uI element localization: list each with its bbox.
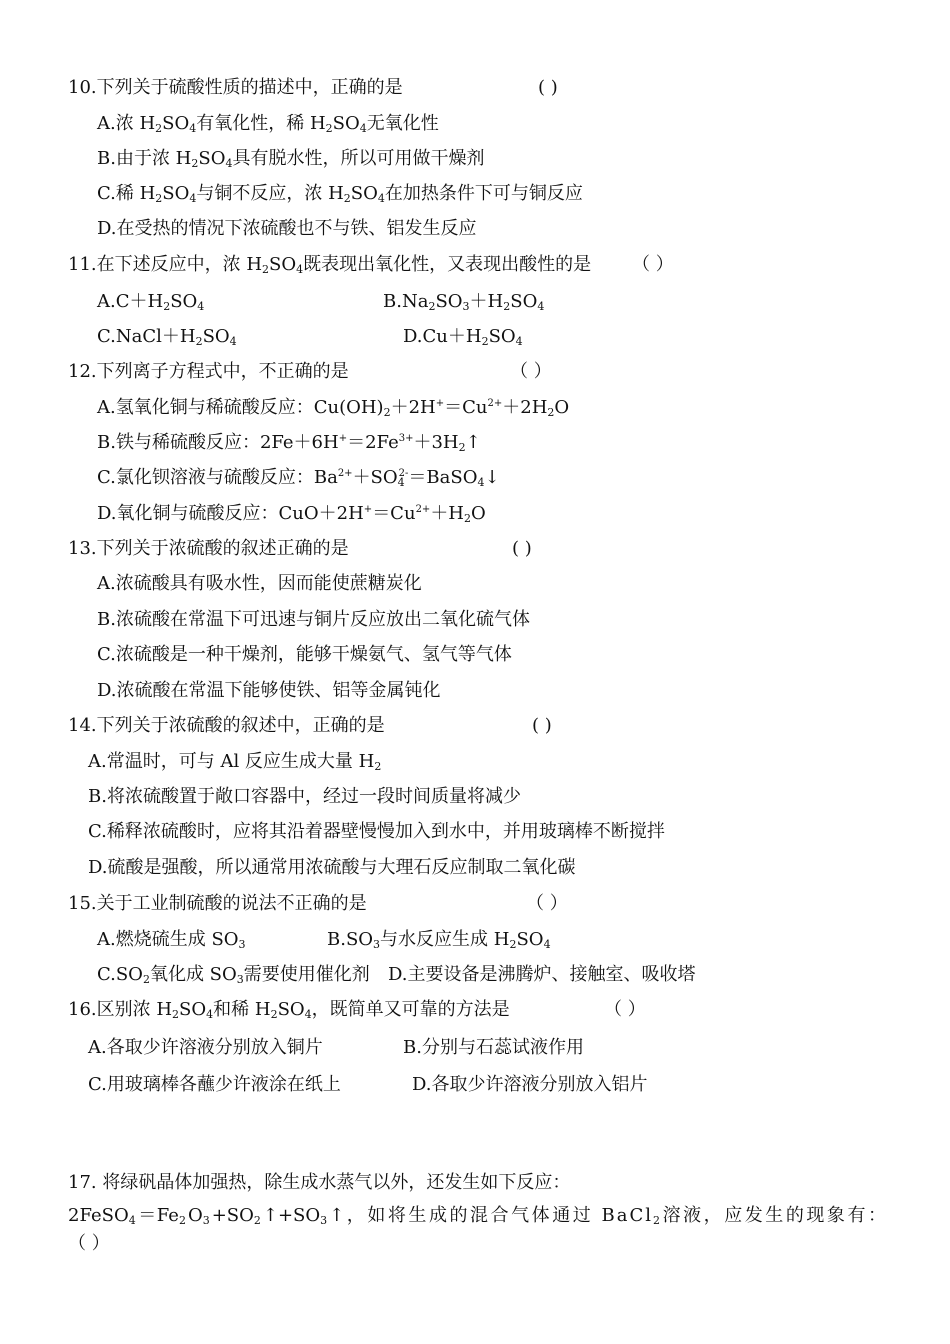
q14-option-a: A.常温时，可与 Al 反应生成大量 $H_2$: [88, 751, 382, 773]
q16-option-b: B.分别与石蕊试液作用: [403, 1037, 584, 1058]
q16-stem: 16.区别浓 $H_2SO_4$和稀 $H_2SO_4$，既简单又可靠的方法是: [68, 999, 510, 1021]
q13-option-b: B.浓硫酸在常温下可迅速与铜片反应放出二氧化硫气体: [97, 609, 530, 630]
q15-stem: 15.关于工业制硫酸的说法不正确的是: [68, 893, 367, 914]
q16-option-c: C.用玻璃棒各蘸少许液涂在纸上: [88, 1074, 341, 1095]
q14-option-d: D.硫酸是强酸，所以通常用浓硫酸与大理石反应制取二氧化碳: [88, 857, 576, 878]
q14-stem: 14.下列关于浓硫酸的叙述中，正确的是: [68, 715, 385, 736]
q17-answer-paren: （ ）: [68, 1233, 110, 1254]
q15-option-d: D.主要设备是沸腾炉、接触室、吸收塔: [388, 964, 696, 985]
q10-option-b: B.由于浓 $H_2SO_4$具有脱水性，所以可用做干燥剂: [97, 148, 485, 170]
q16-answer-paren: （ ）: [604, 999, 646, 1020]
q11-option-d: $D.Cu+H_2SO_4$: [403, 326, 523, 348]
q13-option-d: D.浓硫酸在常温下能够使铁、铝等金属钝化: [97, 680, 441, 701]
q11-option-c: $C.NaCl+H_2SO_4$: [97, 326, 237, 348]
q10-option-a: A.浓 $H_2SO_4$有氧化性，稀 $H_2SO_4$无氧化性: [97, 113, 439, 135]
q12-option-c: C.氯化钡溶液与硫酸反应：$Ba^{2+}+SO_4^{2-}=BaSO_4↓$: [97, 467, 500, 489]
q10-option-c: C.稀 $H_2SO_4$与铜不反应，浓 $H_2SO_4$在加热条件下可与铜反应: [97, 183, 583, 205]
q12-option-b: B.铁与稀硫酸反应：$2Fe+6H^+=2Fe^{3+}+3H_2↑$: [97, 432, 481, 454]
q10-answer-paren: ( ): [538, 77, 558, 98]
q12-option-d: D.氧化铜与硫酸反应：$CuO+2H^+=Cu^{2+}+H_2O$: [97, 503, 486, 525]
q13-option-a: A.浓硫酸具有吸水性，因而能使蔗糖炭化: [97, 573, 422, 594]
q14-option-b: B.将浓硫酸置于敞口容器中，经过一段时间质量将减少: [88, 786, 521, 807]
q17-stem: 17. 将绿矾晶体加强热，除生成水蒸气以外，还发生如下反应：: [68, 1172, 571, 1193]
q13-option-c: C.浓硫酸是一种干燥剂，能够干燥氨气、氢气等气体: [97, 644, 512, 665]
q12-stem: 12.下列离子方程式中，不正确的是: [68, 361, 349, 382]
q10-stem: 10.下列关于硫酸性质的描述中，正确的是: [68, 77, 403, 98]
q11-option-a: $A.C+H_2SO_4$: [97, 291, 205, 313]
q15-option-c: $C.SO_2$氧化成 $SO_3$需要使用催化剂: [97, 964, 370, 986]
q16-option-d: D.各取少许溶液分别放入铝片: [412, 1074, 648, 1095]
q17-equation: $2FeSO_4=Fe_2O_3+SO_2↑+SO_3↑$，如将生成的混合气体通过 BaCl$_2$溶液，应发生的现象有：: [68, 1205, 888, 1227]
q12-option-a: A.氢氧化铜与稀硫酸反应：$Cu(OH)_2+2H^+=Cu^{2+}+2H_2O$: [97, 397, 570, 419]
q11-answer-paren: （ ）: [632, 254, 674, 275]
q15-answer-paren: （ ）: [526, 893, 568, 914]
q13-stem: 13.下列关于浓硫酸的叙述正确的是: [68, 538, 349, 559]
q12-answer-paren: （ ）: [510, 361, 552, 382]
q15-option-b: $B.SO_3$与水反应生成 $H_2SO_4$: [327, 929, 551, 951]
q14-option-c: C.稀释浓硫酸时，应将其沿着器壁慢慢加入到水中，并用玻璃棒不断搅拌: [88, 821, 665, 842]
q11-option-b: $B.Na_2SO_3+H_2SO_4$: [383, 291, 545, 313]
q11-stem: 11.在下述反应中，浓 $H_2SO_4$既表现出氧化性，又表现出酸性的是: [68, 254, 592, 276]
q13-answer-paren: ( ): [512, 538, 532, 559]
q14-answer-paren: ( ): [532, 715, 552, 736]
q16-option-a: A.各取少许溶液分别放入铜片: [88, 1037, 323, 1058]
q10-option-d: D.在受热的情况下浓硫酸也不与铁、铝发生反应: [97, 218, 477, 239]
q15-option-a: A.燃烧硫生成 $SO_3$: [97, 929, 246, 951]
